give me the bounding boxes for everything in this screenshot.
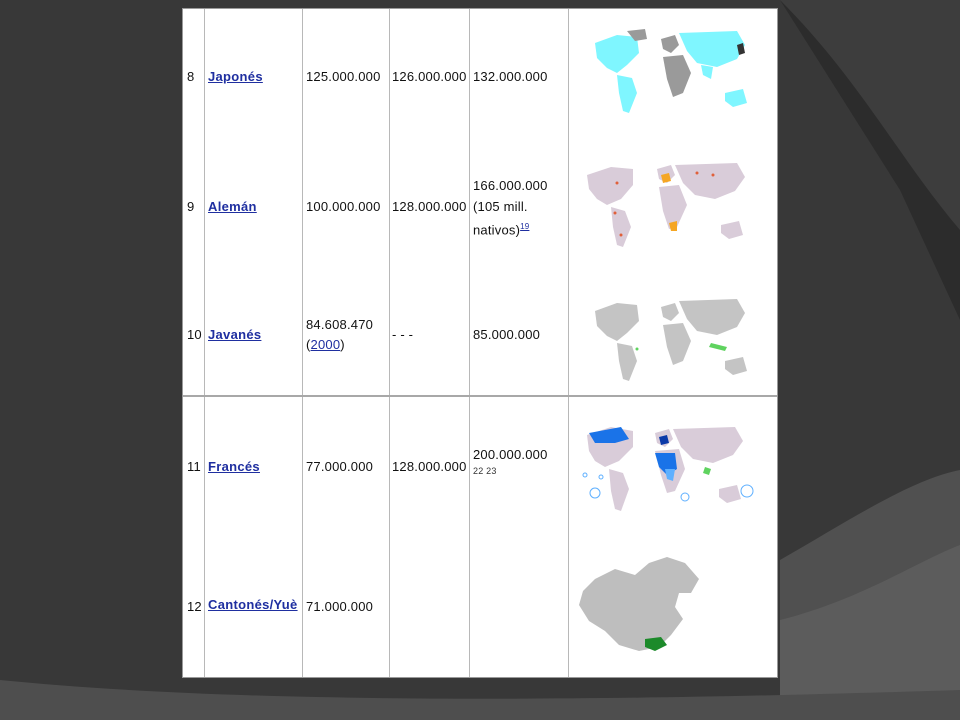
rank-cell: 9 bbox=[187, 199, 195, 214]
value-cell-note bbox=[473, 219, 529, 238]
francophone-world-map bbox=[575, 419, 761, 519]
language-column bbox=[205, 9, 303, 677]
rank-column bbox=[183, 9, 205, 677]
language-link-cantonese[interactable]: Cantonés/Yuè bbox=[208, 597, 298, 612]
year-link[interactable]: 2000 bbox=[310, 337, 341, 352]
column-2 bbox=[390, 9, 470, 677]
value-cell: 71.000.000 bbox=[306, 599, 374, 614]
value-cell: 132.000.000 bbox=[473, 69, 548, 84]
language-link-japanese[interactable]: Japonés bbox=[208, 69, 263, 84]
rank-cell: 12 bbox=[187, 599, 202, 614]
languages-table bbox=[183, 9, 779, 679]
javanese-speakers-world-map bbox=[587, 291, 759, 391]
rank-cell: 11 bbox=[187, 459, 201, 474]
japanese-speakers-world-map bbox=[587, 23, 759, 123]
german-speakers-world-map bbox=[577, 155, 759, 255]
cantonese-china-map bbox=[575, 549, 705, 659]
value-cell: 166.000.000 bbox=[473, 178, 548, 193]
value-cell: 128.000.000 bbox=[392, 459, 467, 474]
value-cell: 100.000.000 bbox=[306, 199, 381, 214]
value-cell: 77.000.000 bbox=[306, 459, 374, 474]
value-cell: 84.608.470 bbox=[306, 317, 374, 332]
reference-links[interactable]: 22 23 bbox=[473, 466, 497, 476]
value-cell: 200.000.000 bbox=[473, 447, 548, 462]
value-cell-note: (105 mill. bbox=[473, 199, 528, 214]
value-cell: - - - bbox=[392, 327, 414, 342]
column-3 bbox=[470, 9, 569, 677]
value-cell-year: (2000) bbox=[306, 337, 345, 352]
table-section-divider bbox=[183, 395, 777, 397]
value-cell: 126.000.000 bbox=[392, 69, 467, 84]
value-cell: 128.000.000 bbox=[392, 199, 467, 214]
language-link-german[interactable]: Alemán bbox=[208, 199, 257, 214]
value-cell: 85.000.000 bbox=[473, 327, 541, 342]
language-link-javanese[interactable]: Javanés bbox=[208, 327, 262, 342]
rank-cell: 8 bbox=[187, 69, 195, 84]
languages-table-card bbox=[182, 8, 778, 678]
rank-cell: 10 bbox=[187, 327, 202, 342]
value-note-text: nativos) bbox=[473, 222, 521, 238]
value-cell: 125.000.000 bbox=[306, 69, 381, 84]
reference-link[interactable]: 19 bbox=[520, 222, 530, 231]
language-link-french[interactable]: Francés bbox=[208, 459, 260, 474]
